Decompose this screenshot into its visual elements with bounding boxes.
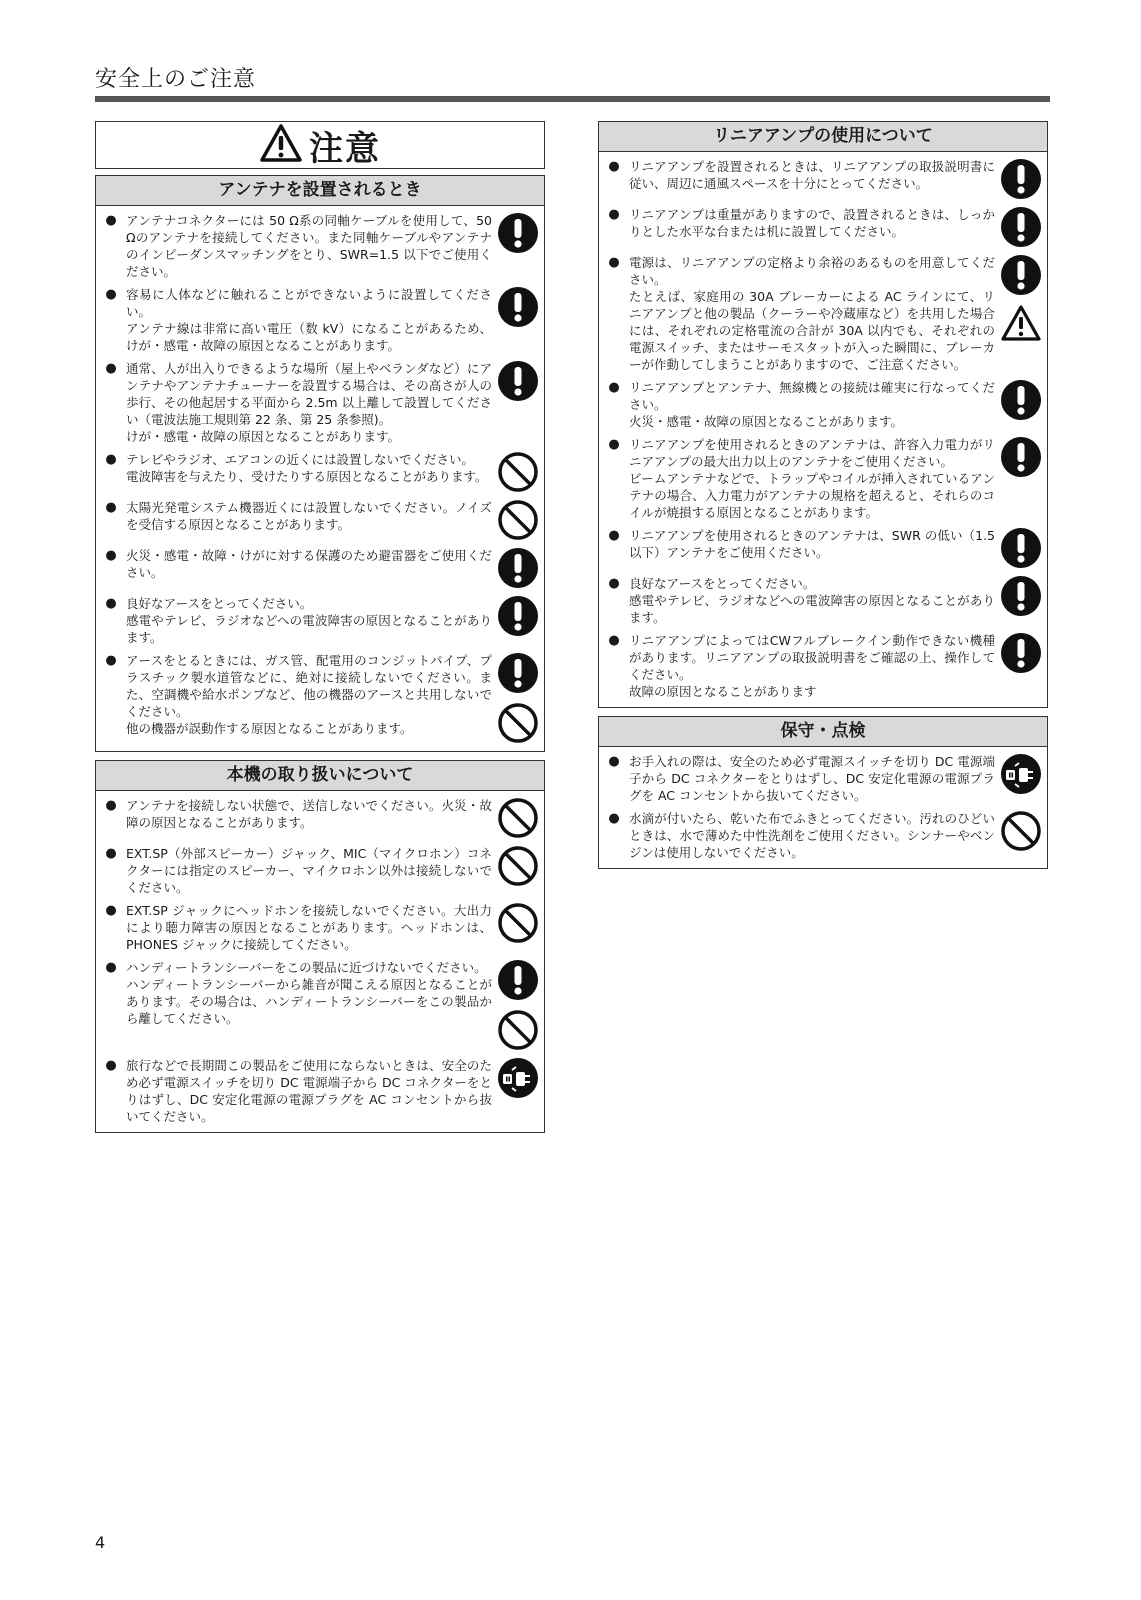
caution-banner (95, 121, 545, 169)
page-number: 4 (95, 1533, 106, 1552)
item-text: アースをとるときには、ガス管、配電用のコンジットパイプ、プラスチック製水道管などに、絶対に接続しないでください。また、空調機や給水ポンプなど、他の機器のアースと共用しないでください。 他の機器が誤動作する原因となることがあります。 (126, 653, 492, 736)
item-text: リニアアンプによってはCWフルブレークイン動作できない機種があります。リニアアンプの取扱説明書をご確認の上、操作してください。 故障の原因となることがあります (629, 633, 995, 699)
item-text: 旅行などで長期間この製品をご使用にならないときは、安全のため必ず電源スイッチを切り DC 電源端子から DC コネクターをとりはずし、DC 安定化電源の電源プラグを AC コンセントから抜いてください。 (126, 1058, 492, 1124)
item-text: 良好なアースをとってください。 感電やテレビ、ラジオなどへの電波障害の原因となることがあります。 (629, 576, 995, 625)
icon-group (492, 212, 544, 280)
mandatory-icon (497, 595, 539, 637)
bullet-icon: ● (105, 361, 117, 376)
section (598, 716, 1048, 869)
mandatory-icon (1000, 436, 1042, 478)
title-rule (95, 96, 1050, 102)
bullet-icon: ● (105, 452, 117, 467)
mandatory-icon (1000, 379, 1042, 421)
section-heading: 保守・点検 (599, 717, 1047, 747)
bullet-icon: ● (608, 576, 620, 591)
list-item (599, 750, 1047, 807)
bullet-icon: ● (608, 811, 620, 826)
icon-group (995, 575, 1047, 626)
prohibited-icon (497, 702, 539, 744)
section (598, 121, 1048, 708)
list-item (96, 956, 544, 1054)
warning-icon (1000, 304, 1042, 342)
left-column (95, 121, 545, 1141)
icon-group (995, 527, 1047, 569)
list-item (96, 496, 544, 544)
list-item (599, 572, 1047, 629)
icon-group (492, 959, 544, 1051)
list-item (599, 203, 1047, 251)
bullet-icon: ● (608, 380, 620, 395)
icon-group (995, 632, 1047, 700)
item-text: アンテナコネクターには 50 Ω系の同軸ケーブルを使用して、50 Ωのアンテナを接続してください。また同軸ケーブルやアンテナのインピーダンスマッチングをとり、SWR=1.5 以下でご使用ください。 (126, 213, 492, 279)
bullet-icon: ● (105, 653, 117, 668)
item-text: リニアアンプは重量がありますので、設置されるときは、しっかりとした水平な台または机に設置してください。 (629, 207, 995, 239)
bullet-icon: ● (608, 207, 620, 222)
prohibited-icon (497, 499, 539, 541)
item-text: お手入れの際は、安全のため必ず電源スイッチを切り DC 電源端子から DC コネクターをとりはずし、DC 安定化電源の電源プラグを AC コンセントから抜いてください。 (629, 754, 995, 803)
right-column (598, 121, 1048, 877)
item-text: リニアアンプを使用されるときのアンテナは、許容入力電力がリニアアンプの最大出力以上のアンテナをご使用ください。 ビームアンテナなどで、トラップやコイルが挿入されているアンテナの場合、入力電力がアンテナの規格を超えると、それらのコイルが焼損する原因となることがあります。 (629, 437, 995, 520)
bullet-icon: ● (105, 213, 117, 228)
list-item (599, 251, 1047, 376)
list-item (96, 544, 544, 592)
mandatory-icon (497, 547, 539, 589)
bullet-icon: ● (608, 528, 620, 543)
icon-group (995, 254, 1047, 373)
prohibited-icon (497, 1009, 539, 1051)
item-text: 水滴が付いたら、乾いた布でふきとってください。汚れのひどいときは、水で薄めた中性洗剤をご使用ください。シンナーやベンジンは使用しないでください。 (629, 811, 995, 860)
icon-group (492, 499, 544, 541)
bullet-icon: ● (608, 633, 620, 648)
icon-group (995, 158, 1047, 200)
unplug-icon (497, 1057, 539, 1099)
bullet-icon: ● (105, 596, 117, 611)
caution-heading: 注意 (309, 128, 381, 169)
section-heading: リニアアンプの使用について (599, 122, 1047, 152)
icon-group (995, 810, 1047, 861)
item-list (599, 747, 1047, 868)
mandatory-icon (1000, 527, 1042, 569)
mandatory-icon (497, 959, 539, 1001)
item-text: 容易に人体などに触れることができないように設置してください。 アンテナ線は非常に高い電圧（数 kV）になることがあるため、けが・感電・故障の原因となることがあります。 (126, 287, 492, 353)
bullet-icon: ● (105, 287, 117, 302)
list-item (96, 357, 544, 448)
list-item (599, 433, 1047, 524)
warning-icon (259, 123, 303, 167)
list-item (96, 842, 544, 899)
icon-group (492, 652, 544, 744)
bullet-icon: ● (105, 548, 117, 563)
bullet-icon: ● (608, 255, 620, 270)
bullet-icon: ● (105, 903, 117, 918)
list-item (599, 155, 1047, 203)
mandatory-icon (1000, 158, 1042, 200)
list-item (96, 209, 544, 283)
list-item (96, 649, 544, 747)
icon-group (492, 845, 544, 896)
list-item (96, 592, 544, 649)
icon-group (492, 360, 544, 445)
mandatory-icon (1000, 575, 1042, 617)
bullet-icon: ● (608, 754, 620, 769)
bullet-icon: ● (105, 798, 117, 813)
icon-group (492, 595, 544, 646)
mandatory-icon (497, 286, 539, 328)
item-list (96, 206, 544, 751)
icon-group (492, 451, 544, 493)
item-text: EXT.SP ジャックにヘッドホンを接続しないでください。大出力により聴力障害の原因となることがあります。ヘッドホンは、PHONES ジャックに接続してください。 (126, 903, 492, 952)
item-text: 通常、人が出入りできるような場所（屋上やベランダなど）にアンテナやアンテナチューナーを設置する場合は、その高さが人の歩行、その他起居する平面から 2.5m 以上離して設置してください（電波法施工規則第 22 条、第 25 条参照)。 けが・感電・故障の原因となることがあります。 (126, 361, 492, 444)
icon-group (492, 286, 544, 354)
bullet-icon: ● (608, 159, 620, 174)
item-list (96, 791, 544, 1132)
list-item (96, 1054, 544, 1128)
bullet-icon: ● (105, 1058, 117, 1073)
mandatory-icon (497, 652, 539, 694)
prohibited-icon (1000, 810, 1042, 852)
mandatory-icon (1000, 254, 1042, 296)
item-text: リニアアンプを使用されるときのアンテナは、SWR の低い（1.5 以下）アンテナをご使用ください。 (629, 528, 995, 560)
item-text: アンテナを接続しない状態で、送信しないでください。火災・故障の原因となることがあります。 (126, 798, 492, 830)
item-text: 太陽光発電システム機器近くには設置しないでください。ノイズを受信する原因となることがあります。 (126, 500, 492, 532)
left-sections (95, 175, 545, 1133)
right-sections (598, 121, 1048, 869)
section (95, 175, 545, 752)
list-item (96, 794, 544, 842)
mandatory-icon (497, 212, 539, 254)
bullet-icon: ● (105, 960, 117, 975)
icon-group (492, 1057, 544, 1125)
section-heading: 本機の取り扱いについて (96, 761, 544, 791)
icon-group (995, 436, 1047, 521)
unplug-icon (1000, 753, 1042, 795)
list-item (599, 524, 1047, 572)
prohibited-icon (497, 845, 539, 887)
icon-group (492, 902, 544, 953)
section-heading: アンテナを設置されるとき (96, 176, 544, 206)
item-text: リニアアンプとアンテナ、無線機との接続は確実に行なってください。 火災・感電・故障の原因となることがあります。 (629, 380, 995, 429)
mandatory-icon (1000, 206, 1042, 248)
prohibited-icon (497, 451, 539, 493)
icon-group (995, 206, 1047, 248)
item-text: 電源は、リニアアンプの定格より余裕のあるものを用意してください。 たとえば、家庭用の 30A ブレーカーによる AC ラインにて、リニアアンプと他の製品（クーラーや冷蔵庫など）を共用した場合には、それぞれの定格電流の合計が 30A 以内でも、それぞれの電源スイッチ、またはサーモスタットが入った瞬間に、ブレーカーが作動してしまうことがありますので、ご注意ください。 (629, 255, 995, 372)
section (95, 760, 545, 1133)
mandatory-icon (1000, 632, 1042, 674)
icon-group (492, 547, 544, 589)
item-text: テレビやラジオ、エアコンの近くには設置しないでください。 電波障害を与えたり、受けたりする原因となることがあります。 (126, 452, 488, 484)
item-text: EXT.SP（外部スピーカー）ジャック、MIC（マイクロホン）コネクターには指定のスピーカー、マイクロホン以外は接続しないでください。 (126, 846, 492, 895)
item-text: ハンディートランシーバーをこの製品に近づけないでください。 ハンディートランシーバーから雑音が聞こえる原因となることがあります。その場合は、ハンディートランシーバーをこの製品から離してください。 (126, 960, 492, 1026)
list-item (599, 807, 1047, 864)
icon-group (492, 797, 544, 839)
page-title: 安全上のご注意 (95, 67, 257, 92)
bullet-icon: ● (608, 437, 620, 452)
bullet-icon: ● (105, 500, 117, 515)
bullet-icon: ● (105, 846, 117, 861)
list-item (96, 283, 544, 357)
item-text: 火災・感電・故障・けがに対する保護のため避雷器をご使用ください。 (126, 548, 492, 580)
prohibited-icon (497, 797, 539, 839)
icon-group (995, 753, 1047, 804)
prohibited-icon (497, 902, 539, 944)
item-list (599, 152, 1047, 707)
item-text: 良好なアースをとってください。 感電やテレビ、ラジオなどへの電波障害の原因となることがあります。 (126, 596, 492, 645)
item-text: リニアアンプを設置されるときは、リニアアンプの取扱説明書に従い、周辺に通風スペースを十分にとってください。 (629, 159, 995, 191)
icon-group (995, 379, 1047, 430)
mandatory-icon (497, 360, 539, 402)
list-item (599, 376, 1047, 433)
list-item (96, 899, 544, 956)
list-item (96, 448, 544, 496)
list-item (599, 629, 1047, 703)
